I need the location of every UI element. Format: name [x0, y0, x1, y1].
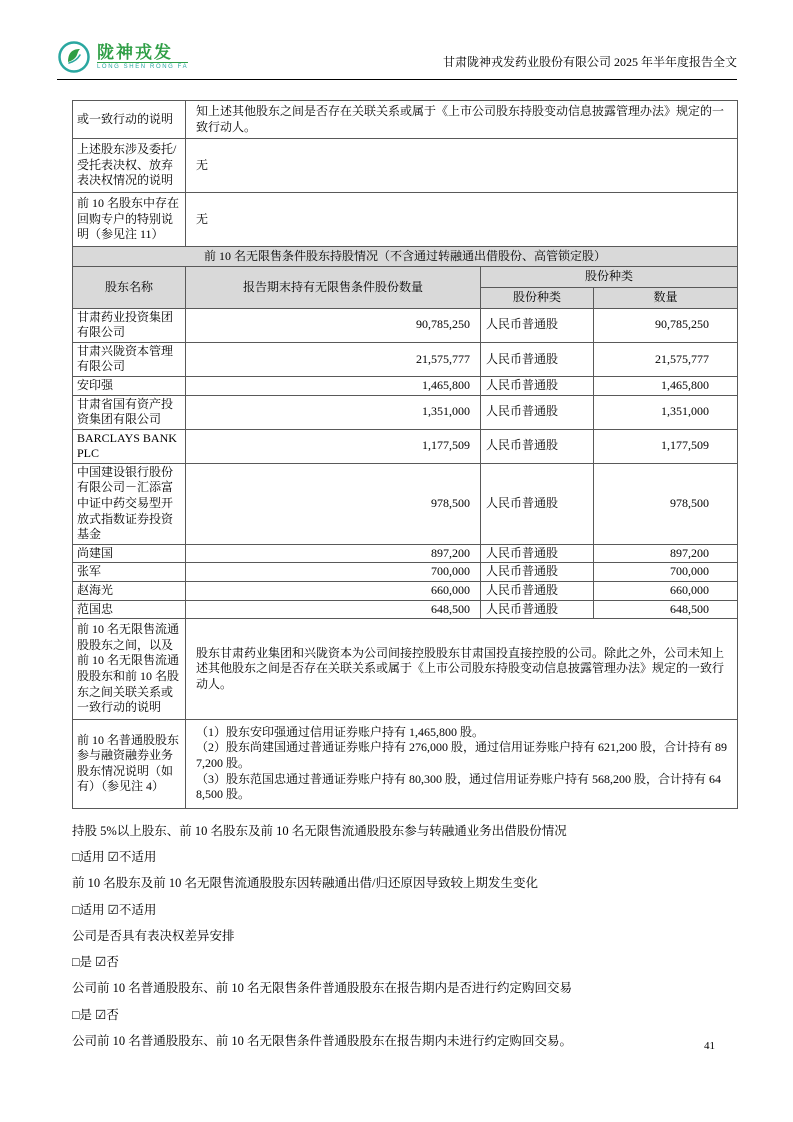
- shareholder-table: [72, 100, 738, 809]
- shareholder-name: 赵海光: [73, 582, 186, 601]
- table-row: [73, 429, 738, 463]
- share-quantity: 897,200: [594, 544, 738, 563]
- share-quantity: 978,500: [594, 463, 738, 544]
- note-label: 或一致行动的说明: [73, 101, 186, 139]
- note-row: [73, 101, 738, 139]
- margin-note-label: 前 10 名普通股股东参与融资融券业务股东情况说明（如有）（参见注 4）: [73, 719, 186, 808]
- statement-line: 公司是否具有表决权差异安排: [72, 928, 235, 943]
- share-quantity: 1,465,800: [594, 376, 738, 395]
- table-row: [73, 563, 738, 582]
- page-number: 41: [704, 1040, 715, 1052]
- share-quantity: 1,177,509: [594, 429, 738, 463]
- table-row: [73, 600, 738, 619]
- margin-note-line: （3）股东范国忠通过普通证券账户持有 80,300 股，通过信用证券账户持有 568,200 股，合计持有 648,500 股。: [196, 771, 722, 802]
- shareholder-name: BARCLAYS BANK PLC: [73, 429, 186, 463]
- shares-held: 660,000: [186, 582, 481, 601]
- note-label: 前 10 名股东中存在回购专户的特别说明（参见注 11）: [73, 192, 186, 246]
- shares-held: 21,575,777: [186, 342, 481, 376]
- share-type: 人民币普通股: [481, 600, 594, 619]
- share-type: 人民币普通股: [481, 429, 594, 463]
- share-type: 人民币普通股: [481, 342, 594, 376]
- shares-held: 978,500: [186, 463, 481, 544]
- share-type: 人民币普通股: [481, 582, 594, 601]
- note-value: 知上述其他股东之间是否存在关联关系或属于《上市公司股东持股变动信息披露管理办法》规定的一致行动人。: [186, 101, 738, 139]
- col-header-shareholder-name: 股东名称: [73, 267, 186, 308]
- relation-note-value: 股东甘肃药业集团和兴陇资本为公司间接控股股东甘肃国投直接控股的公司。除此之外，公司未知上述其他股东之间是否存在关联关系或属于《上市公司股东持股变动信息披露管理办法》规定的一致行动人。: [186, 619, 738, 720]
- shares-held: 90,785,250: [186, 308, 481, 342]
- logo-subtitle: LONG SHEN RONG FA: [97, 64, 189, 71]
- shareholder-name: 甘肃省国有资产投资集团有限公司: [73, 395, 186, 429]
- shares-held: 700,000: [186, 563, 481, 582]
- statement-line: 公司前 10 名普通股股东、前 10 名无限售条件普通股股东在报告期内未进行约定购回交易。: [72, 1033, 573, 1048]
- table-row: [73, 395, 738, 429]
- shares-held: 1,177,509: [186, 429, 481, 463]
- share-quantity: 660,000: [594, 582, 738, 601]
- statement-line: 公司前 10 名普通股股东、前 10 名无限售条件普通股股东在报告期内是否进行约定购回交易: [72, 981, 573, 996]
- share-type: 人民币普通股: [481, 563, 594, 582]
- section-title-row: [73, 246, 738, 267]
- shares-held: 648,500: [186, 600, 481, 619]
- note-label: 上述股东涉及委托/受托表决权、放弃表决权情况的说明: [73, 139, 186, 193]
- share-quantity: 21,575,777: [594, 342, 738, 376]
- company-logo-icon: [57, 40, 91, 74]
- shareholder-name: 甘肃药业投资集团有限公司: [73, 308, 186, 342]
- shareholder-name: 中国建设银行股份有限公司－汇添富中证中药交易型开放式指数证券投资基金: [73, 463, 186, 544]
- page-header: [57, 40, 737, 80]
- margin-note-line: （2）股东尚建国通过普通证券账户持有 276,000 股，通过信用证券账户持有 621,200 股，合计持有 897,200 股。: [196, 740, 728, 770]
- share-type: 人民币普通股: [481, 463, 594, 544]
- col-header-quantity: 数量: [594, 287, 738, 308]
- shares-held: 1,351,000: [186, 395, 481, 429]
- note-row: [73, 139, 738, 193]
- report-title: 甘肃陇神戎发药业股份有限公司 2025 年半年度报告全文: [442, 55, 737, 69]
- shareholder-name: 张军: [73, 563, 186, 582]
- share-type: 人民币普通股: [481, 544, 594, 563]
- shareholder-name: 尚建国: [73, 544, 186, 563]
- checkbox-line: □适用 ☑不适用: [72, 902, 157, 917]
- logo-name: 陇神戎发: [97, 42, 173, 62]
- table-row: [73, 582, 738, 601]
- table-row: [73, 463, 738, 544]
- share-type: 人民币普通股: [481, 395, 594, 429]
- company-logo: [57, 40, 188, 74]
- table-row: [73, 308, 738, 342]
- shares-held: 897,200: [186, 544, 481, 563]
- note-row: [73, 192, 738, 246]
- shares-held: 1,465,800: [186, 376, 481, 395]
- shareholder-name: 甘肃兴陇资本管理有限公司: [73, 342, 186, 376]
- share-quantity: 700,000: [594, 563, 738, 582]
- margin-note-value: [186, 719, 738, 808]
- share-quantity: 648,500: [594, 600, 738, 619]
- shareholder-name: 范国忠: [73, 600, 186, 619]
- checkbox-line: □是 ☑否: [72, 955, 119, 969]
- relation-note-label: 前 10 名无限售流通股股东之间，以及前 10 名无限售流通股股东和前 10 名股东之间关联关系或一致行动的说明: [73, 619, 186, 720]
- note-value: 无: [186, 139, 738, 193]
- table-header-row: [73, 267, 738, 288]
- share-type: 人民币普通股: [481, 308, 594, 342]
- col-header-share-type-group: 股份种类: [481, 267, 738, 288]
- statement-line: 持股 5%以上股东、前 10 名股东及前 10 名无限售流通股股东参与转融通业务出借股份情况: [72, 823, 567, 838]
- checkbox-line: □适用 ☑不适用: [72, 850, 157, 864]
- relation-note-row: [73, 619, 738, 720]
- share-quantity: 90,785,250: [594, 308, 738, 342]
- share-quantity: 1,351,000: [594, 395, 738, 429]
- note-value: 无: [186, 192, 738, 246]
- col-header-share-type: 股份种类: [481, 287, 594, 308]
- checkbox-line: □是 ☑否: [72, 1007, 119, 1022]
- table-row: [73, 342, 738, 376]
- statement-line: 前 10 名股东及前 10 名无限售流通股股东因转融通出借/归还原因导致较上期发生变化: [72, 876, 538, 891]
- statements-section: [72, 823, 737, 1049]
- margin-note-line: （1）股东安印强通过信用证券账户持有 1,465,800 股。: [196, 724, 485, 739]
- margin-note-row: [73, 719, 738, 808]
- shareholder-name: 安印强: [73, 376, 186, 395]
- col-header-shares: 报告期末持有无限售条件股份数量: [186, 267, 481, 308]
- logo-text: [97, 44, 188, 71]
- share-type: 人民币普通股: [481, 376, 594, 395]
- table-row: [73, 544, 738, 563]
- section-title: 前 10 名无限售条件股东持股情况（不含通过转融通出借股份、高管锁定股）: [73, 246, 738, 267]
- table-row: [73, 376, 738, 395]
